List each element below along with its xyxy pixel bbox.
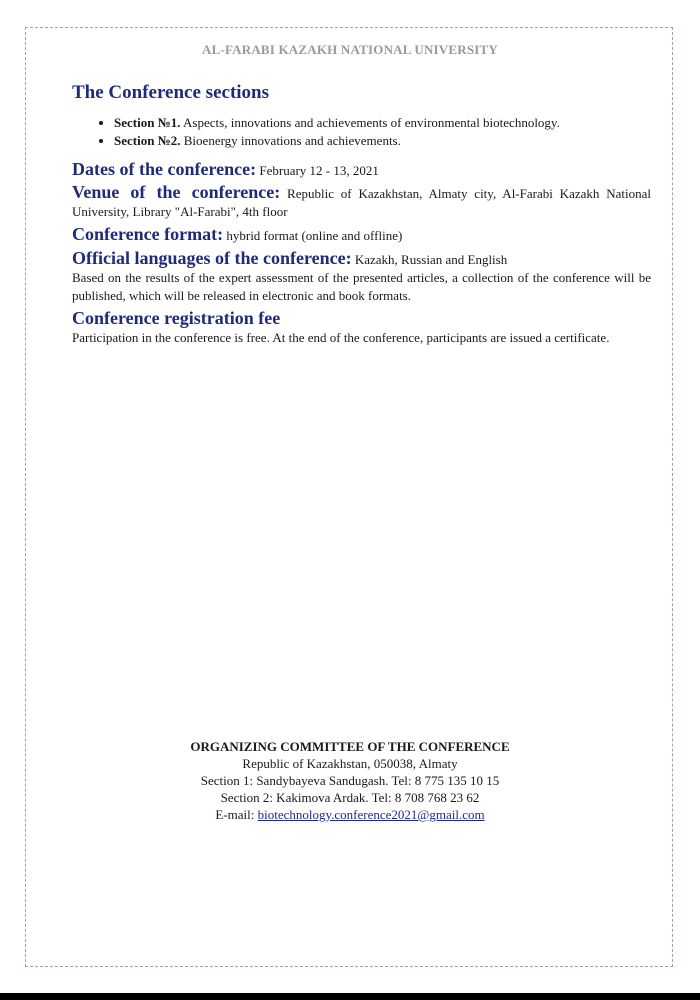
dates-heading: Dates of the conference:: [72, 159, 257, 179]
section-text: Bioenergy innovations and achievements.: [180, 133, 401, 148]
email-link[interactable]: biotechnology.conference2021@gmail.com: [257, 807, 485, 822]
languages-value: Kazakh, Russian and English: [351, 252, 508, 267]
section-label: Section №1.: [114, 115, 181, 130]
languages-row: [72, 249, 651, 269]
organizing-committee: [0, 738, 700, 823]
fee-heading: Conference registration fee: [72, 308, 281, 328]
bottom-bar: [0, 993, 700, 1000]
section-label: Section №2.: [114, 133, 181, 148]
committee-title: ORGANIZING COMMITTEE OF THE CONFERENCE: [190, 739, 510, 754]
fee-text: Participation in the conference is free. At the end of the conference, participants are issued a certificate.: [72, 330, 610, 345]
section-item: [114, 114, 651, 132]
email-label: E-mail:: [215, 807, 258, 822]
section2-contact: Section 2: Kakimova Ardak. Tel: 8 708 768 23 62: [220, 790, 480, 805]
languages-heading: Official languages of the conference:: [72, 248, 352, 268]
section1-contact: Section 1: Sandybayeva Sandugash. Tel: 8 775 135 10 15: [200, 773, 500, 788]
venue-value: Republic of Kazakhstan, Almaty city, Al-Farabi Kazakh National University, Library "Al-Farabi", 4th floor: [72, 186, 651, 219]
sections-heading: The Conference sections: [72, 82, 270, 103]
format-row: [72, 225, 651, 245]
committee-address: Republic of Kazakhstan, 050038, Almaty: [242, 756, 458, 771]
format-value: hybrid format (online and offline): [223, 228, 403, 243]
main-content: [72, 82, 651, 347]
university-header: AL-FARABI KAZAKH NATIONAL UNIVERSITY: [201, 42, 498, 57]
venue-heading: Venue of the conference:: [72, 182, 281, 202]
publication-note: Based on the results of the expert assessment of the presented articles, a collection of the conference will be published, which will be released in electronic and book formats.: [72, 270, 651, 303]
section-item: [114, 132, 651, 150]
dates-value: February 12 - 13, 2021: [256, 163, 379, 178]
email-line: [0, 806, 700, 823]
dates-row: [72, 160, 651, 180]
section-text: Aspects, innovations and achievements of environmental biotechnology.: [180, 115, 560, 130]
sections-list: [72, 114, 651, 150]
format-heading: Conference format:: [72, 224, 224, 244]
venue-row: [72, 183, 651, 221]
